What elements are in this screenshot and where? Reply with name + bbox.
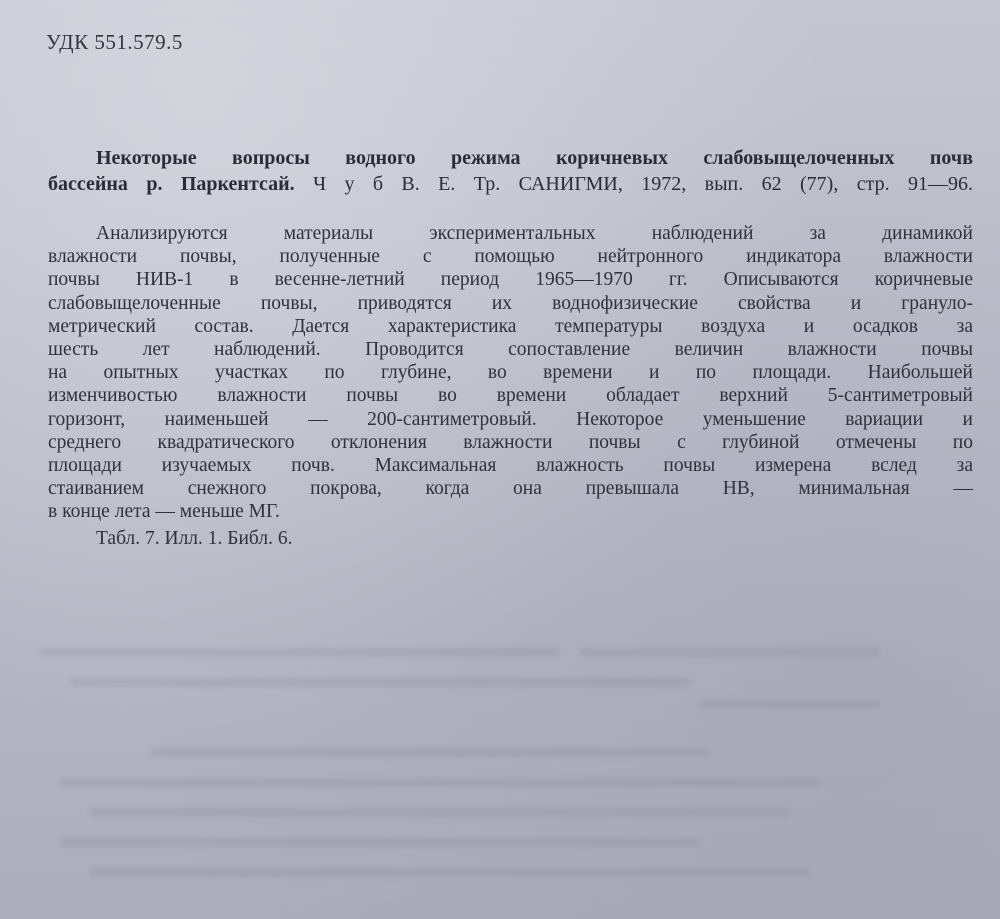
article-title-part-1: Некоторые вопросы водного режима коричневых слабовыщелоченных почв (96, 147, 973, 169)
references-summary: Табл. 7. Илл. 1. Библ. 6. (96, 528, 293, 549)
citation-line-1 (48, 145, 973, 171)
abstract-line: почвы НИВ-1 в весенне-летний период 1965—1970 гг. Описываются коричневые (48, 269, 973, 291)
abstract-line: на опытных участках по глубине, во времени и по площади. Наибольшей (48, 362, 973, 384)
show-through-text (0, 600, 1000, 919)
abstract-line: горизонт, наименьшей — 200-сантиметровый. Некоторое уменьшение вариации и (48, 408, 973, 430)
abstract-line: метрический состав. Дается характеристика температуры воздуха и осадков за (48, 315, 973, 337)
abstract-line: Анализируются материалы экспериментальных наблюдений за динамикой (96, 223, 973, 244)
abstract-line: площади изучаемых почв. Максимальная влажность почвы измерена вслед за (48, 455, 973, 477)
abstract-line: шесть лет наблюдений. Проводится сопоставление величин влажности почвы (48, 339, 973, 361)
abstract-line: стаиванием снежного покрова, когда она превышала НВ, минимальная — (48, 478, 973, 500)
abstract-line: слабовыщелоченные почвы, приводятся их воднофизические свойства и грануло- (48, 292, 973, 314)
abstract-line: влажности почвы, полученные с помощью нейтронного индикатора влажности (48, 246, 973, 268)
article-title-part-2: бассейна р. Паркентсай. (48, 173, 295, 195)
abstract-line: среднего квадратического отклонения влажности почвы с глубиной отмечены по (48, 431, 973, 453)
citation-line-2 (48, 171, 973, 197)
udc-code: УДК 551.579.5 (46, 30, 183, 54)
abstract-line: изменчивостью влажности почвы во времени обладает верхний 5-сантиметровый (48, 385, 973, 407)
citation-details: Ч у б В. Е. Тр. САНИГМИ, 1972, вып. 62 (77), стр. 91—96. (294, 173, 973, 195)
article-citation (48, 145, 973, 197)
abstract-line: в конце лета — меньше МГ. (48, 501, 280, 523)
abstract (48, 222, 973, 524)
